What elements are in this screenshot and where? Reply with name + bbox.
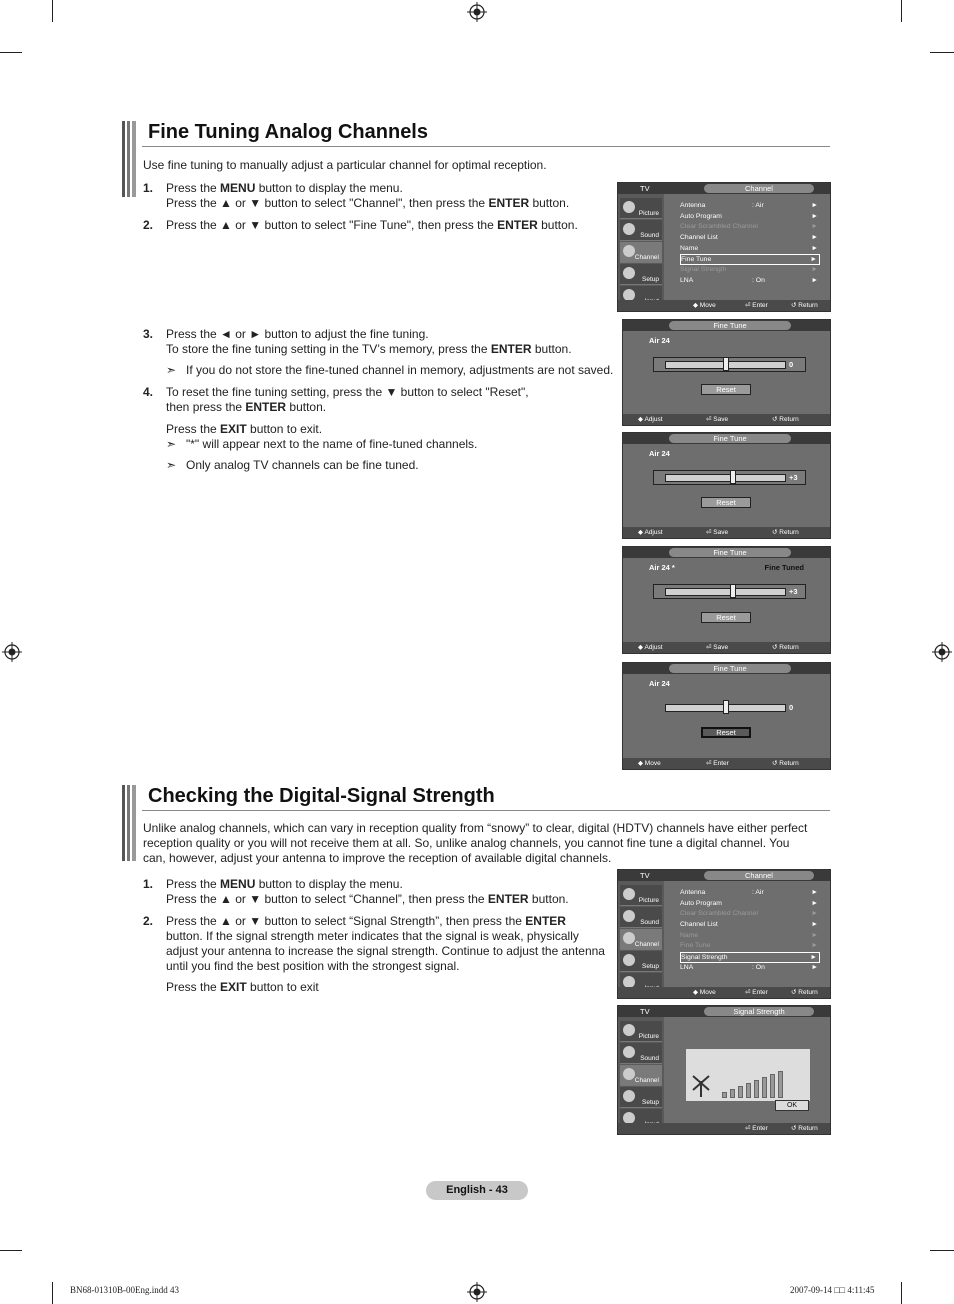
arrow-right-icon: ► [811, 889, 818, 896]
osd-footer [623, 642, 830, 653]
osd-item-name: Clear Scrambled Channel [680, 910, 758, 918]
section-bar [122, 785, 136, 861]
crop-mark [901, 1282, 902, 1304]
osd-item-value: : On [752, 963, 765, 971]
signal-bar [770, 1074, 775, 1098]
step-text-part: then press the [166, 400, 246, 414]
fine-tune-value: +3 [789, 473, 798, 482]
intro-text: Unlike analog channels, which can vary in reception quality from “snowy” to clear, digital (HDTV) channels have either perfect reception quality or you will not receive them at all. So, unlike analog channels, you cannot fine tune a digital channel. You can, however, adjust your antenna to improve the reception of available digital channels. [143, 821, 808, 865]
fine-tune-value: +3 [789, 587, 798, 596]
osd-foot-enter: ⏎ Enter [745, 989, 768, 996]
registration-mark-icon [467, 2, 487, 22]
step-text-part: button to display the menu. [255, 181, 403, 195]
channel-label: Air 24 * [649, 563, 675, 572]
osd-side-picture [620, 198, 662, 219]
crop-mark [901, 0, 902, 22]
registration-mark-icon [2, 642, 22, 662]
step-text-part: button. [286, 400, 327, 414]
arrow-right-icon: ► [811, 276, 818, 284]
osd-side-picture [620, 1021, 662, 1042]
osd-side-label: Setup [642, 963, 659, 970]
fine-tune-screen-1 [622, 319, 831, 426]
osd-item-value: : On [752, 276, 765, 284]
osd-item-value: : Air [752, 202, 764, 209]
osd-title: Fine Tune [669, 434, 791, 443]
step-text-part: button. [528, 892, 569, 906]
osd-menu-list [680, 201, 820, 287]
osd-menu-item [680, 931, 820, 942]
key-name: MENU [220, 181, 256, 195]
note-arrow-icon: ➣ [166, 458, 177, 472]
ok-button: OK [775, 1100, 809, 1111]
channel-icon [623, 245, 635, 257]
step-text-part: Press the [166, 980, 221, 994]
crop-mark [0, 52, 22, 53]
osd-side-label: Channel [634, 1077, 659, 1084]
signal-bar [746, 1083, 751, 1098]
osd-foot-adjust: ◆ Adjust [638, 644, 663, 651]
fine-tune-screen-2 [622, 432, 831, 539]
osd-sidebar [618, 881, 664, 987]
file-slug: BN68-01310B-00Eng.indd 43 [70, 1285, 179, 1295]
tv-signal-strength-screen [617, 1005, 831, 1135]
osd-foot-return: ↺ Return [772, 416, 799, 423]
osd-footer [618, 300, 830, 311]
fine-tuned-status: Fine Tuned [764, 563, 804, 572]
fine-tune-value: 0 [789, 360, 794, 369]
step-text [166, 385, 529, 437]
antenna-icon [690, 1073, 712, 1097]
step-text-part: Press the [166, 422, 221, 436]
osd-side-label: Sound [640, 1055, 659, 1062]
osd-side-setup [620, 1087, 662, 1108]
reset-button: Reset [701, 497, 751, 508]
step-text-part: button to display the menu. [255, 877, 403, 891]
osd-item-name: Fine Tune [680, 942, 711, 950]
page-number: English - 43 [426, 1181, 528, 1200]
osd-header [618, 870, 830, 881]
arrow-right-icon: ► [810, 256, 817, 264]
osd-item-name: Name [680, 244, 699, 252]
section-title: Fine Tuning Analog Channels [148, 121, 428, 143]
osd-item-name: Signal Strength [680, 266, 727, 274]
sound-icon [623, 223, 635, 235]
osd-side-channel [620, 1065, 662, 1086]
step-text-part: button. If the signal strength meter indicates that the signal is weak, physically adjust your antenna to increase the signal strength. Continue to adjust the antenna until you find the best position with the strongest signal. [166, 929, 605, 973]
osd-menu-item [680, 920, 820, 931]
key-name: ENTER [490, 342, 532, 356]
osd-item-name: Antenna [680, 202, 706, 209]
osd-item-name: Auto Program [680, 899, 722, 907]
fine-tune-thumb [730, 584, 736, 598]
step-text-part: button. [537, 218, 578, 232]
osd-foot-return: ↺ Return [772, 529, 799, 536]
channel-label: Air 24 [649, 679, 670, 688]
step-text-part: To reset the fine tuning setting, press the ▼ button to select "Reset", [166, 385, 529, 399]
osd-foot-move: ◆ Move [693, 989, 716, 996]
osd-item-name: LNA [680, 963, 694, 971]
section-title: Checking the Digital-Signal Strength [148, 785, 495, 807]
arrow-right-icon: ► [811, 963, 818, 971]
osd-footer [623, 527, 830, 538]
key-name: ENTER [497, 218, 538, 232]
osd-foot-save: ⏎ Save [706, 529, 729, 536]
arrow-right-icon: ► [811, 223, 818, 231]
step-text [166, 327, 572, 357]
osd-title: Channel [704, 871, 814, 880]
osd-side-label: Picture [638, 1033, 659, 1040]
reset-button: Reset [701, 384, 751, 395]
note-text: "*" will appear next to the name of fine-tuned channels. [186, 437, 478, 451]
step-text-part: Press the ◄ or ► button to adjust the fine tuning. [166, 327, 429, 341]
picture-icon [623, 201, 635, 213]
osd-side-label: Picture [638, 897, 659, 904]
arrow-right-icon: ► [811, 921, 818, 929]
arrow-right-icon: ► [811, 212, 818, 220]
osd-foot-move: ◆ Move [638, 760, 661, 767]
tv-channel-menu [617, 869, 831, 999]
intro-text: Use fine tuning to manually adjust a particular channel for optimal reception. [143, 158, 547, 172]
osd-side-channel [620, 242, 662, 263]
registration-mark-icon [932, 642, 952, 662]
step-text-part: Press the [166, 877, 221, 891]
section-rule [142, 146, 830, 147]
fine-tune-screen-3 [622, 546, 831, 654]
reset-button: Reset [701, 612, 751, 623]
step-number: 3. [143, 327, 154, 341]
osd-foot-return: ↺ Return [772, 644, 799, 651]
fine-tune-thumb [723, 357, 729, 371]
osd-item-name: Auto Program [680, 212, 722, 220]
print-timestamp: 2007-09-14 □□ 4:11:45 [790, 1285, 875, 1295]
step-text [166, 914, 606, 995]
osd-title: Fine Tune [669, 321, 791, 330]
osd-header [618, 183, 830, 194]
step-text-part: Press the [166, 181, 221, 195]
key-name: ENTER [525, 914, 566, 928]
signal-bar [754, 1080, 759, 1098]
osd-menu-item [680, 265, 820, 276]
osd-foot-adjust: ◆ Adjust [638, 416, 663, 423]
osd-side-label: Setup [642, 276, 659, 283]
note [166, 458, 419, 473]
osd-header [618, 1006, 830, 1017]
setup-icon [623, 267, 635, 279]
osd-header [623, 547, 830, 558]
section-bar [122, 121, 136, 197]
note-arrow-icon: ➣ [166, 437, 177, 451]
step-text-part: button to exit. [246, 422, 323, 436]
osd-side-channel [620, 929, 662, 950]
step-number: 4. [143, 385, 154, 399]
key-name: ENTER [487, 892, 529, 906]
osd-item-name: Clear Scrambled Channel [680, 223, 758, 231]
key-name: ENTER [245, 400, 287, 414]
arrow-right-icon: ► [811, 899, 818, 907]
key-name: ENTER [488, 196, 530, 210]
picture-icon [623, 888, 635, 900]
osd-menu-item-selected [680, 952, 820, 963]
osd-menu-item [680, 888, 820, 899]
osd-foot-enter: ⏎ Enter [706, 760, 729, 767]
osd-sidebar [618, 1017, 664, 1123]
step-text-part: Press the ▲ or ▼ button to select “Signal Strength”, then press the [166, 914, 526, 928]
osd-item-name: Fine Tune [681, 256, 712, 264]
osd-title: Fine Tune [669, 548, 791, 557]
signal-bar [762, 1077, 767, 1098]
osd-menu-item [680, 276, 820, 287]
osd-menu-item [680, 899, 820, 910]
key-name: EXIT [220, 422, 247, 436]
osd-foot-return: ↺ Return [791, 989, 818, 996]
osd-item-name: Channel List [680, 234, 718, 242]
channel-label: Air 24 [649, 449, 670, 458]
osd-tv-label: TV [640, 1007, 650, 1016]
osd-tv-label: TV [640, 871, 650, 880]
note [166, 363, 613, 378]
osd-footer [618, 1123, 830, 1134]
fine-tune-screen-4 [622, 662, 831, 770]
arrow-right-icon: ► [811, 931, 818, 939]
osd-foot-return: ↺ Return [791, 302, 818, 309]
osd-menu-item [680, 244, 820, 255]
arrow-right-icon: ► [810, 954, 817, 962]
osd-foot-adjust: ◆ Adjust [638, 529, 663, 536]
step-number: 2. [143, 218, 154, 232]
osd-title: Signal Strength [704, 1007, 814, 1016]
osd-side-label: Setup [642, 1099, 659, 1106]
tv-channel-menu [617, 182, 831, 312]
osd-item-name: Antenna [680, 889, 706, 896]
note-text: If you do not store the fine-tuned channel in memory, adjustments are not saved. [186, 363, 614, 377]
step-text-part: Press the ▲ or ▼ button to select "Channel", then press the [166, 196, 489, 210]
osd-item-name: Signal Strength [681, 954, 728, 962]
setup-icon [623, 1090, 635, 1102]
osd-item-name: Channel List [680, 921, 718, 929]
osd-menu-item [680, 909, 820, 920]
key-name: MENU [220, 877, 256, 891]
osd-menu-item [680, 222, 820, 233]
osd-header [623, 663, 830, 674]
osd-menu-item [680, 233, 820, 244]
arrow-right-icon: ► [811, 266, 818, 274]
osd-side-setup [620, 264, 662, 285]
arrow-right-icon: ► [811, 910, 818, 918]
fine-tune-thumb [730, 470, 736, 484]
osd-foot-save: ⏎ Save [706, 416, 729, 423]
sound-icon [623, 1046, 635, 1058]
osd-foot-move: ◆ Move [693, 302, 716, 309]
osd-title: Channel [704, 184, 814, 193]
osd-footer [623, 758, 830, 769]
osd-side-label: Channel [634, 941, 659, 948]
channel-icon [623, 1068, 635, 1080]
note-arrow-icon: ➣ [166, 363, 177, 377]
osd-side-label: Channel [634, 254, 659, 261]
setup-icon [623, 954, 635, 966]
step-text-part: button to exit [246, 980, 319, 994]
note-text: Only analog TV channels can be fine tuned. [186, 458, 419, 472]
signal-bar [722, 1092, 727, 1098]
arrow-right-icon: ► [811, 244, 818, 252]
osd-item-name: LNA [680, 276, 694, 284]
crop-mark [930, 52, 954, 53]
step-text-part: To store the fine tuning setting in the TV’s memory, press the [166, 342, 491, 356]
osd-menu-item [680, 941, 820, 952]
note [166, 437, 477, 452]
osd-menu-item [680, 212, 820, 223]
step-text [166, 877, 569, 907]
fine-tune-track [665, 474, 786, 482]
osd-foot-enter: ⏎ Enter [745, 1125, 768, 1132]
osd-sidebar [618, 194, 664, 300]
osd-menu-item [680, 201, 820, 212]
osd-side-label: Picture [638, 210, 659, 217]
arrow-right-icon: ► [811, 234, 818, 242]
fine-tune-thumb [723, 700, 729, 714]
channel-label: Air 24 [649, 336, 670, 345]
fine-tune-value: 0 [789, 703, 794, 712]
crop-mark [52, 0, 53, 22]
osd-side-label: Sound [640, 919, 659, 926]
picture-icon [623, 1024, 635, 1036]
signal-bar [778, 1071, 783, 1098]
step-text-part: Press the ▲ or ▼ button to select "Fine Tune", then press the [166, 218, 498, 232]
osd-side-sound [620, 220, 662, 241]
reset-button-focused: Reset [701, 727, 751, 738]
section-rule [142, 810, 830, 811]
key-name: EXIT [220, 980, 247, 994]
osd-side-setup [620, 951, 662, 972]
step-text-part: button. [529, 196, 570, 210]
osd-foot-save: ⏎ Save [706, 644, 729, 651]
crop-mark [0, 1250, 22, 1251]
osd-item-value: : Air [752, 889, 764, 896]
step-number: 1. [143, 877, 154, 891]
arrow-right-icon: ► [811, 202, 818, 209]
signal-bar [738, 1086, 743, 1098]
osd-menu-item [680, 963, 820, 974]
osd-foot-return: ↺ Return [772, 760, 799, 767]
sound-icon [623, 910, 635, 922]
osd-side-picture [620, 885, 662, 906]
osd-item-name: Name [680, 931, 699, 939]
signal-meter-panel [686, 1049, 810, 1101]
channel-icon [623, 932, 635, 944]
step-text-part: Press the ▲ or ▼ button to select “Channel”, then press the [166, 892, 488, 906]
signal-bar [730, 1089, 735, 1098]
step-number: 2. [143, 914, 154, 928]
step-number: 1. [143, 181, 154, 195]
step-text-part: button. [531, 342, 572, 356]
osd-foot-return: ↺ Return [791, 1125, 818, 1132]
osd-side-sound [620, 907, 662, 928]
step-text [166, 181, 569, 211]
osd-header [623, 433, 830, 444]
crop-mark [52, 1282, 53, 1304]
crop-mark [930, 1250, 954, 1251]
osd-header [623, 320, 830, 331]
registration-mark-icon [467, 1282, 487, 1302]
osd-side-label: Sound [640, 232, 659, 239]
step-text [166, 218, 578, 233]
arrow-right-icon: ► [811, 942, 818, 950]
osd-foot-enter: ⏎ Enter [745, 302, 768, 309]
osd-tv-label: TV [640, 184, 650, 193]
osd-footer [618, 987, 830, 998]
osd-title: Fine Tune [669, 664, 791, 673]
fine-tune-track [665, 588, 786, 596]
osd-side-sound [620, 1043, 662, 1064]
osd-menu-list [680, 888, 820, 974]
osd-footer [623, 414, 830, 425]
osd-menu-item-selected [680, 254, 820, 265]
